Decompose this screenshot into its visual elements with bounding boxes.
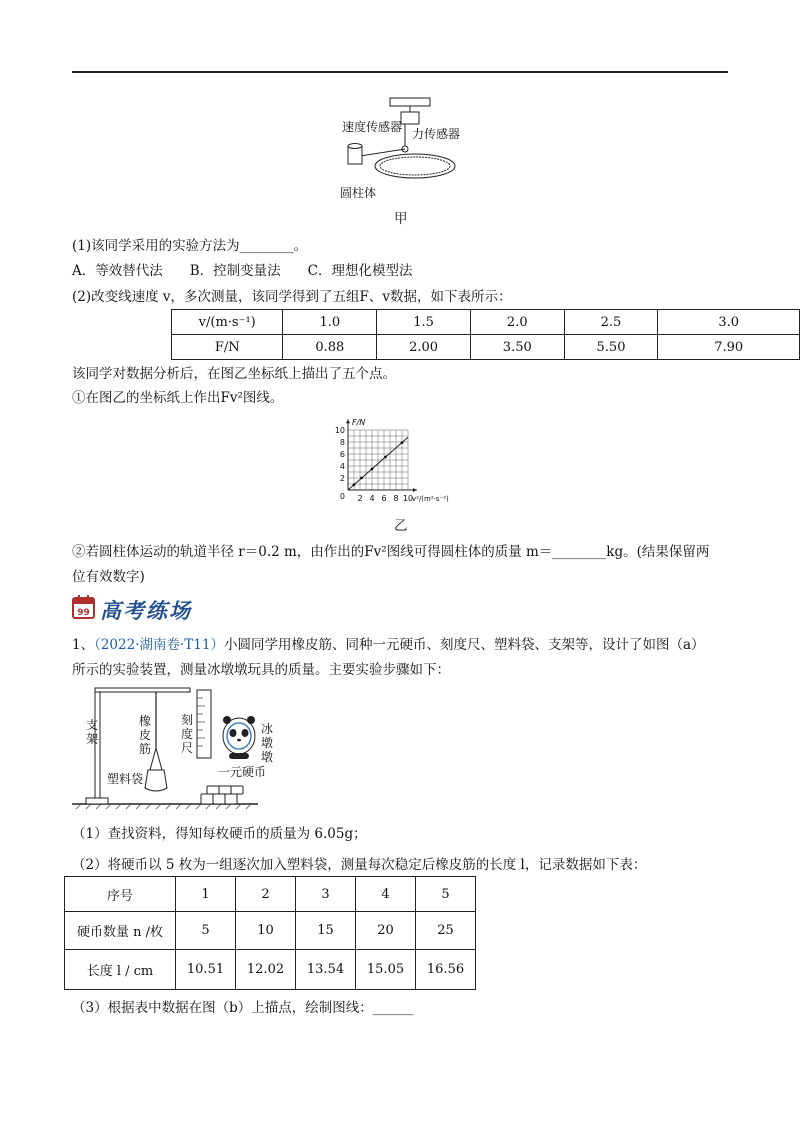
- data-point: [371, 468, 374, 471]
- table2-cell: 15: [296, 912, 356, 950]
- data-point: [353, 483, 356, 486]
- table-row-force: [172, 335, 800, 360]
- q2-after-table: 该同学对数据分析后，在图乙坐标纸上描出了五个点。: [72, 366, 396, 382]
- p1-number: 1、: [72, 637, 95, 653]
- p1-line2: 所示的实验装置，测量冰墩墩玩具的质量。主要实验步骤如下：: [72, 662, 450, 678]
- q2-sub2-line2: 位有效数字): [72, 569, 145, 585]
- q1-text: (1)该同学采用的实验方法为________。: [72, 238, 308, 254]
- label-force-sensor: 力传感器: [412, 127, 461, 141]
- table-cell: 3.0: [658, 310, 800, 335]
- table-cell: 7.90: [658, 335, 800, 360]
- label-mascot: 冰墩墩: [261, 722, 274, 764]
- table2-header: 4: [356, 877, 416, 912]
- label-rubber-band: 橡皮筋: [139, 714, 152, 756]
- data-point: [384, 456, 387, 459]
- table-row-velocity: [172, 310, 800, 335]
- y-tick-label: 4: [339, 462, 345, 471]
- ruler-body: [197, 690, 211, 758]
- caption-jia: 甲: [394, 211, 408, 227]
- y-tick-label: 10: [334, 426, 345, 435]
- p1-line1: [72, 633, 705, 653]
- x-tick-label: 4: [369, 494, 375, 503]
- table2-header-row: [65, 877, 476, 912]
- y-axis-arrow: [346, 419, 350, 423]
- data-point: [401, 441, 404, 444]
- caption-yi: 乙: [394, 518, 408, 534]
- label-coin: 一元硬币: [218, 765, 267, 779]
- label-velocity-sensor: 速度传感器: [342, 120, 403, 134]
- step3: （3）根据表中数据在图（b）上描点，绘制图线：______: [72, 1000, 414, 1016]
- step2: （2）将硬币以 5 枚为一组逐次加入塑料袋，测量每次稳定后橡皮筋的长度 l，记录数据如下表：: [72, 857, 647, 873]
- label-cylinder: 圆柱体: [340, 186, 377, 200]
- bag-string-right: [156, 748, 162, 770]
- header-rule: [72, 71, 728, 73]
- x-axis-label: v²/(m²·s⁻²): [412, 495, 449, 503]
- table2-cell: 20: [356, 912, 416, 950]
- table2-row-label: 长度 l / cm: [65, 950, 176, 990]
- table2-cell: 10.51: [176, 950, 236, 990]
- y-axis-label: F/N: [352, 418, 366, 428]
- table2-cell: 12.02: [236, 950, 296, 990]
- table2-header: 3: [296, 877, 356, 912]
- q2-intro: (2)改变线速度 v，多次测量，该同学得到了五组F、v数据，如下表所示：: [72, 289, 512, 305]
- q2-sub1: ①在图乙的坐标纸上作出Fv²图线。: [72, 390, 284, 406]
- table2-cell: 16.56: [416, 950, 476, 990]
- p1-text: 小圆同学用橡皮筋、同种一元硬币、刻度尺、塑料袋、支架等，设计了如图（a）: [223, 637, 705, 653]
- x-tick-label: 2: [357, 494, 363, 503]
- table-cell: 2.5: [564, 310, 658, 335]
- stand-base: [86, 798, 108, 804]
- table2-cell: 10: [236, 912, 296, 950]
- table-header-v: v/(m·s⁻¹): [172, 310, 283, 335]
- y-tick-label: 2: [339, 474, 345, 483]
- table2-header: 2: [236, 877, 296, 912]
- p1-source: （2022·湖南卷·T11）: [94, 637, 224, 653]
- ceiling-mount: [390, 98, 430, 106]
- table2-cell: 25: [416, 912, 476, 950]
- x-tick-label: 10: [402, 494, 414, 503]
- calendar-icon-text: 99: [77, 608, 90, 618]
- table2-row-label: 硬币数量 n /枚: [65, 912, 176, 950]
- table2-header: 序号: [65, 877, 176, 912]
- step1: （1）查找资料，得知每枚硬币的质量为 6.05g；: [72, 826, 367, 842]
- table-header-f: F/N: [172, 335, 283, 360]
- x-tick-label: 8: [393, 494, 399, 503]
- chart-yi: [330, 408, 480, 504]
- table-cell: 2.0: [470, 310, 564, 335]
- table-cell: 2.00: [377, 335, 471, 360]
- y-tick-label: 6: [339, 450, 345, 459]
- table-cell: 1.5: [377, 310, 471, 335]
- label-bag: 塑料袋: [107, 772, 144, 786]
- table-cell: 3.50: [470, 335, 564, 360]
- q2-sub2-line1: ②若圆柱体运动的轨道半径 r＝0.2 m，由作出的Fv²图线可得圆柱体的质量 m＝________kg。(结果保留两: [72, 544, 710, 560]
- velocity-force-table: [171, 309, 800, 360]
- table2-row-l: [65, 950, 476, 990]
- table-cell: 0.88: [283, 335, 377, 360]
- table2-header: 5: [416, 877, 476, 912]
- q1-options: A．等效替代法 B．控制变量法 C．理想化模型法: [72, 263, 413, 279]
- calendar-icon: [72, 594, 96, 620]
- track-inner: [380, 157, 450, 175]
- banner-title: 高考练场: [100, 599, 192, 623]
- coin-stack: [201, 786, 243, 804]
- track-ellipse: [375, 154, 455, 178]
- table-cell: 5.50: [564, 335, 658, 360]
- cylinder-top: [348, 144, 362, 149]
- table2-cell: 13.54: [296, 950, 356, 990]
- stand-arm: [95, 688, 190, 692]
- force-sensor-box: [401, 112, 419, 124]
- coin-length-table: [64, 876, 476, 990]
- figure-a: [72, 678, 262, 810]
- calendar-header: [73, 598, 94, 604]
- table2-row-n: [65, 912, 476, 950]
- mascot-figure: [223, 716, 255, 759]
- table-cell: 1.0: [283, 310, 377, 335]
- origin-label: 0: [339, 492, 345, 501]
- data-point: [360, 477, 363, 480]
- y-tick-label: 8: [339, 438, 345, 447]
- x-tick-label: 6: [381, 494, 387, 503]
- plastic-bag: [145, 770, 167, 791]
- x-axis-arrow: [413, 488, 417, 492]
- label-stand: 支架: [86, 718, 99, 746]
- table2-header: 1: [176, 877, 236, 912]
- table2-cell: 15.05: [356, 950, 416, 990]
- table2-cell: 5: [176, 912, 236, 950]
- label-ruler: 刻度尺: [181, 713, 194, 755]
